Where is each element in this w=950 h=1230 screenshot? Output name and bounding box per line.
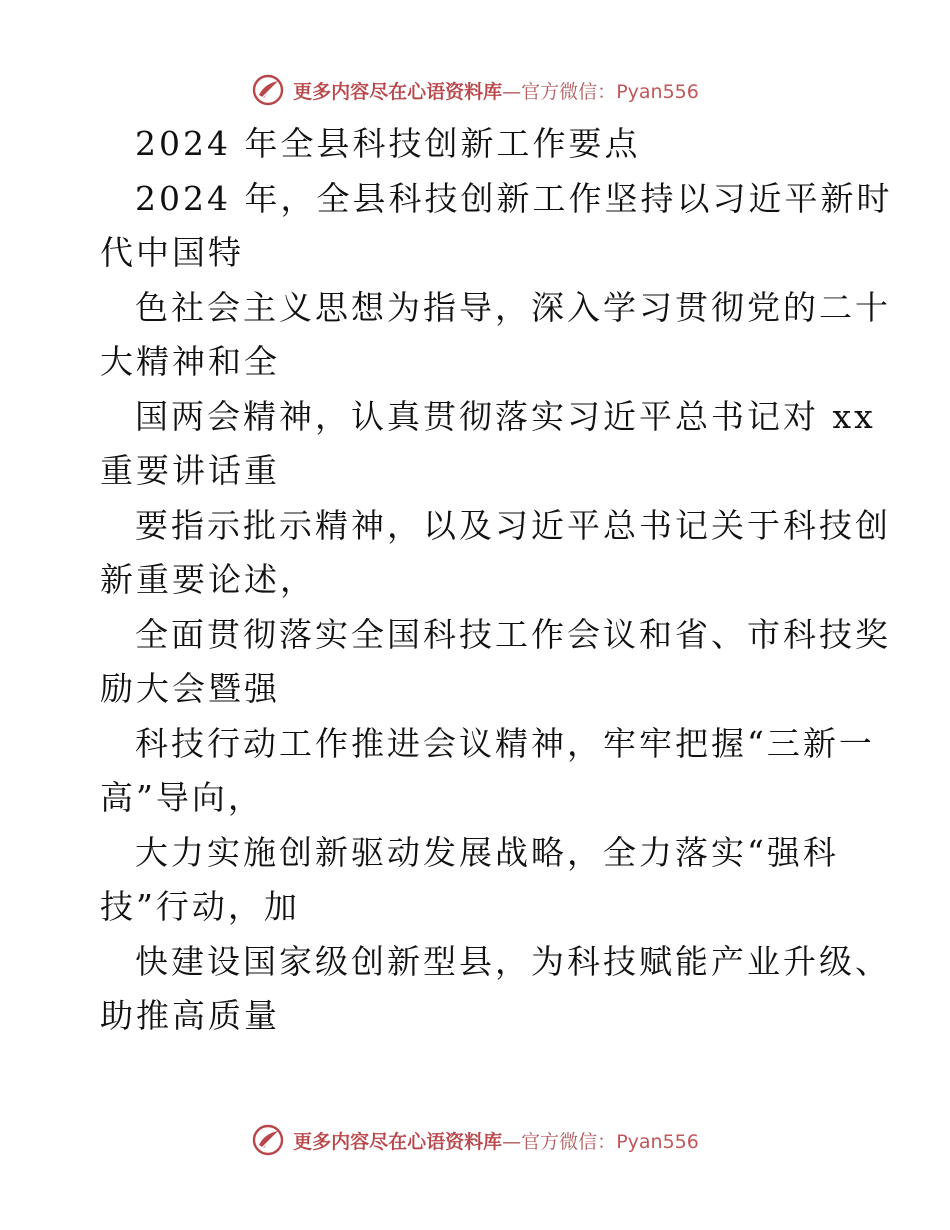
text-line: 全面贯彻落实全国科技工作会议和省、市科技奖 [135,614,891,654]
document-body [100,117,893,1044]
watermark-brand: 更多内容尽在心语资料库 [293,80,503,103]
watermark-separator: — [502,1130,522,1153]
brand-logo-icon [251,73,285,107]
watermark-wechat-id: Pyan556 [616,1130,699,1153]
header-watermark [0,70,950,110]
watermark-separator: — [502,80,522,103]
text-line: 2024 年，全县科技创新工作坚持以习近平新时 [135,178,893,218]
text-line: 代中国特 [100,233,244,272]
text-line: 技”行动，加 [100,887,300,926]
watermark-text [293,1127,699,1154]
text-line: 新重要论述， [100,560,316,599]
watermark-official-label: 官方微信： [521,1130,617,1153]
text-line: 快建设国家级创新型县，为科技赋能产业升级、 [135,941,891,981]
watermark-wechat-id: Pyan556 [616,80,699,103]
watermark-brand: 更多内容尽在心语资料库 [293,1130,503,1153]
text-line: 要指示批示精神，以及习近平总书记关于科技创 [135,505,891,545]
text-line: 励大会暨强 [100,669,280,708]
text-line: 重要讲话重 [100,451,280,490]
footer-watermark [0,1120,950,1160]
text-line: 大力实施创新驱动发展战略，全力落实“强科 [135,832,839,872]
text-line: 助推高质量 [100,996,280,1035]
text-line: 高”导向， [100,778,264,817]
text-line: 国两会精神，认真贯彻落实习近平总书记对 xx [135,396,876,436]
text-line: 色社会主义思想为指导，深入学习贯彻党的二十 [135,287,891,327]
watermark-text [293,77,699,104]
watermark-official-label: 官方微信： [521,80,617,103]
text-line: 大精神和全 [100,342,280,381]
brand-logo-icon [251,1123,285,1157]
document-title: 2024 年全县科技创新工作要点 [135,124,641,163]
text-line: 科技行动工作推进会议精神，牢牢把握“三新一 [135,723,875,763]
